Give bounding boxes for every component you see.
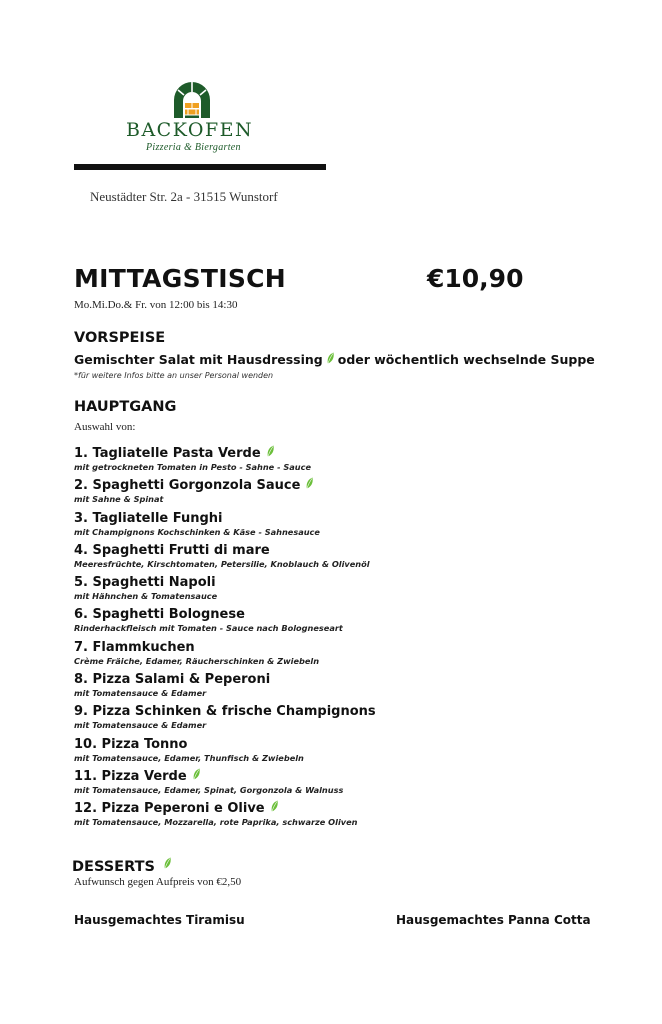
dish-name-text: 12. Pizza Peperoni e Olive (74, 801, 265, 817)
dish-description: mit Tomatensauce, Edamer, Thunfisch & Zwiebeln (74, 752, 304, 763)
dish-item (74, 768, 594, 800)
dish-name (74, 703, 594, 720)
dish-description: mit Champignons Kochschinken & Käse - Sahnesauce (74, 526, 320, 537)
dish-name (74, 768, 594, 785)
dish-description: mit Tomatensauce, Edamer, Spinat, Gorgonzola & Walnuss (74, 784, 344, 795)
dish-name-text: 1. Tagliatelle Pasta Verde (74, 446, 261, 461)
dish-item (74, 736, 594, 768)
dish-list (74, 445, 594, 833)
dish-name-text: 9. Pizza Schinken & frische Champignons (74, 704, 376, 720)
leaf-icon (270, 800, 279, 813)
dish-description: mit Sahne & Spinat (74, 494, 164, 505)
dish-name-text: 2. Spaghetti Gorgonzola Sauce (74, 478, 301, 494)
dish-name (74, 606, 594, 623)
dish-name (74, 445, 594, 462)
dish-description: mit Hähnchen & Tomatensauce (74, 591, 218, 602)
dish-item (74, 510, 594, 542)
dish-item (74, 445, 594, 477)
dish-name (74, 574, 594, 591)
dish-description: Crème Fräiche, Edamer, Räucherschinken & Zwiebeln (74, 655, 320, 666)
vorspeise-text-after: oder wöchentlich wechselnde Suppe (337, 352, 595, 367)
dessert-item: Hausgemachtes Tiramisu (74, 913, 245, 927)
opening-hours: Mo.Mi.Do.& Fr. von 12:00 bis 14:30 (74, 299, 238, 311)
header-divider (74, 164, 326, 170)
desserts-heading (72, 857, 172, 875)
dish-name-text: 10. Pizza Tonno (74, 736, 188, 752)
brand-tagline: Pizzeria & Biergarten (146, 142, 241, 153)
address: Neustädter Str. 2a - 31515 Wunstorf (90, 189, 278, 204)
dish-item (74, 671, 594, 703)
dish-description: mit Tomatensauce & Edamer (74, 720, 207, 731)
dish-item (74, 477, 594, 509)
dish-name-text: 11. Pizza Verde (74, 768, 187, 784)
dish-name (74, 510, 594, 527)
dish-name (74, 477, 594, 494)
desserts-heading-label: DESSERTS (72, 859, 155, 875)
leaf-icon (305, 477, 314, 490)
dish-name (74, 800, 594, 817)
leaf-icon (163, 857, 172, 870)
dish-name (74, 542, 594, 559)
dish-name (74, 736, 594, 753)
hauptgang-subheading: Auswahl von: (74, 421, 136, 433)
dish-name-text: 4. Spaghetti Frutti di mare (74, 542, 270, 558)
dish-item (74, 639, 594, 671)
leaf-icon (326, 352, 335, 365)
dessert-item: Hausgemachtes Panna Cotta (396, 913, 591, 927)
dish-name-text: 6. Spaghetti Bolognese (74, 607, 245, 623)
dish-name (74, 671, 594, 688)
dish-item (74, 606, 594, 638)
dish-description: mit Tomatensauce & Edamer (74, 688, 207, 699)
dish-item (74, 800, 594, 832)
leaf-icon (266, 445, 275, 458)
dish-item (74, 542, 594, 574)
logo-emblem (170, 80, 214, 120)
dish-item (74, 574, 594, 606)
dish-name (74, 639, 594, 656)
vorspeise-note: *für weitere Infos bitte an unser Personal wenden (74, 371, 274, 380)
menu-price: €10,90 (427, 264, 524, 293)
hauptgang-heading: HAUPTGANG (74, 399, 177, 415)
menu-title: MITTAGSTISCH (74, 264, 287, 293)
dish-name-text: 5. Spaghetti Napoli (74, 575, 216, 591)
dish-description: mit Tomatensauce, Mozzarella, rote Paprika, schwarze Oliven (74, 817, 358, 828)
dish-description: Rinderhackfleisch mit Tomaten - Sauce nach Bologneseart (74, 623, 343, 634)
desserts-subheading: Aufwunsch gegen Aufpreis von €2,50 (74, 876, 242, 888)
vorspeise-heading: VORSPEISE (74, 330, 166, 346)
oven-logo-icon (170, 80, 214, 120)
dish-description: Meeresfrüchte, Kirschtomaten, Petersilie, Knoblauch & Olivenöl (74, 558, 370, 569)
vorspeise-text (74, 352, 595, 367)
leaf-icon (192, 768, 201, 781)
dish-name-text: 3. Tagliatelle Funghi (74, 510, 223, 526)
vorspeise-text-before: Gemischter Salat mit Hausdressing (74, 352, 323, 367)
brand-name: BACKOFEN (126, 119, 254, 141)
dish-item (74, 703, 594, 735)
dish-name-text: 8. Pizza Salami & Peperoni (74, 672, 271, 688)
dish-name-text: 7. Flammkuchen (74, 639, 195, 655)
dish-description: mit getrockneten Tomaten in Pesto - Sahne - Sauce (74, 462, 311, 472)
